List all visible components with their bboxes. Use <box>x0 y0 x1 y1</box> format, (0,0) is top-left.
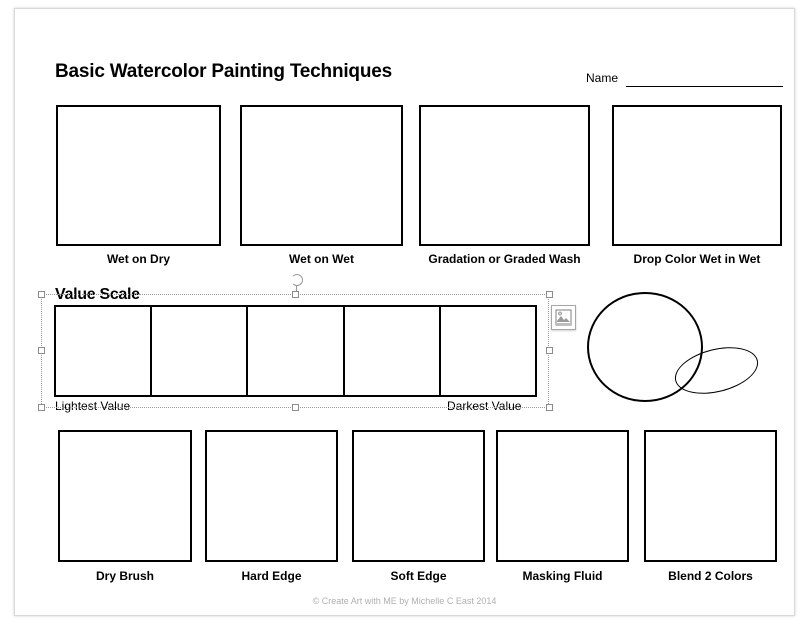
technique-caption-drop-color: Drop Color Wet in Wet <box>633 252 761 266</box>
value-scale-cell[interactable] <box>441 307 535 395</box>
value-scale-strip[interactable] <box>54 305 537 397</box>
value-scale-cell[interactable] <box>56 307 152 395</box>
resize-handle-bottom-left[interactable] <box>38 404 45 411</box>
resize-handle-middle-right[interactable] <box>546 347 553 354</box>
document-canvas <box>14 8 795 616</box>
technique-box-dry-brush[interactable] <box>58 430 192 562</box>
value-scale-cell[interactable] <box>345 307 441 395</box>
value-scale-cell[interactable] <box>152 307 248 395</box>
resize-handle-top-left[interactable] <box>38 291 45 298</box>
technique-box-hard-edge[interactable] <box>205 430 338 562</box>
technique-caption-wet-on-wet: Wet on Wet <box>289 252 354 266</box>
technique-caption-hard-edge: Hard Edge <box>241 569 302 583</box>
value-scale-group[interactable] <box>41 286 549 413</box>
technique-box-wet-on-dry[interactable] <box>56 105 221 246</box>
technique-box-graded-wash[interactable] <box>419 105 590 246</box>
technique-caption-soft-edge: Soft Edge <box>390 569 447 583</box>
resize-handle-bottom-right[interactable] <box>546 404 553 411</box>
copyright-footer: © Create Art with ME by Michelle C East 2014 <box>312 596 497 606</box>
technique-box-drop-color[interactable] <box>612 105 782 246</box>
layout-options-button[interactable] <box>551 305 576 330</box>
technique-box-blend-2-colors[interactable] <box>644 430 777 562</box>
resize-handle-top-right[interactable] <box>546 291 553 298</box>
value-scale-lightest-label: Lightest Value <box>55 399 131 413</box>
technique-caption-wet-on-dry: Wet on Dry <box>106 252 171 266</box>
value-scale-title: Value Scale <box>55 286 140 303</box>
technique-box-wet-on-wet[interactable] <box>240 105 403 246</box>
rotate-handle[interactable] <box>291 274 303 286</box>
technique-box-masking-fluid[interactable] <box>496 430 629 562</box>
layout-options-icon <box>552 309 575 326</box>
technique-caption-masking-fluid: Masking Fluid <box>522 569 603 583</box>
value-scale-darkest-label: Darkest Value <box>447 399 522 413</box>
name-label: Name <box>586 71 619 85</box>
technique-caption-blend-2-colors: Blend 2 Colors <box>668 569 753 583</box>
resize-handle-top-center[interactable] <box>292 291 299 298</box>
value-scale-cell[interactable] <box>248 307 344 395</box>
resize-handle-middle-left[interactable] <box>38 347 45 354</box>
technique-caption-graded-wash: Gradation or Graded Wash <box>428 252 581 266</box>
resize-handle-bottom-center[interactable] <box>292 404 299 411</box>
name-write-line[interactable] <box>626 86 783 87</box>
technique-box-soft-edge[interactable] <box>352 430 485 562</box>
page-title: Basic Watercolor Painting Techniques <box>55 61 392 82</box>
technique-caption-dry-brush: Dry Brush <box>95 569 154 583</box>
